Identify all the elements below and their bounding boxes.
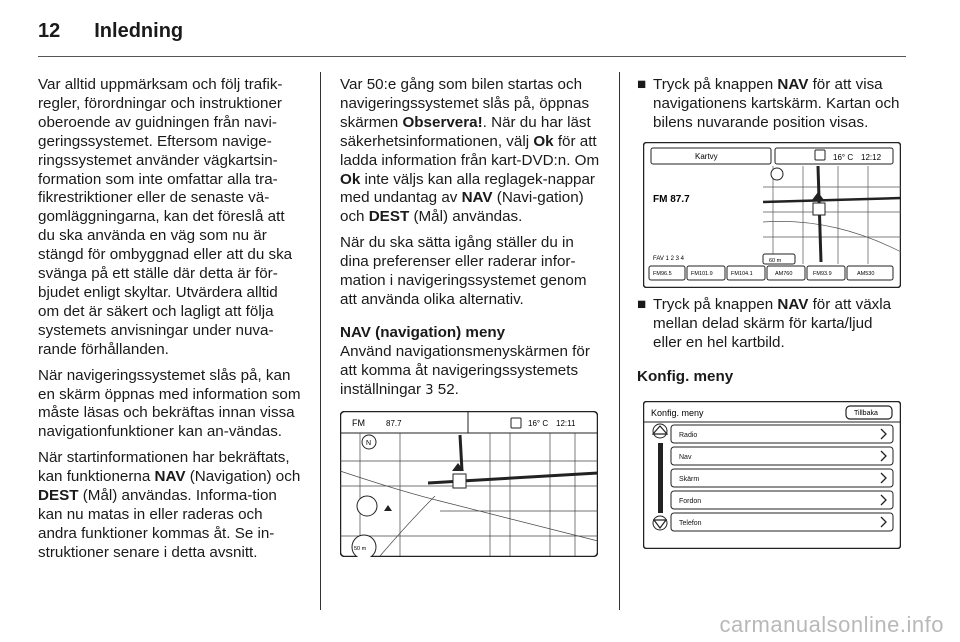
screen2-fav: FAV 1 2 3 4	[653, 255, 684, 262]
column-2	[340, 76, 606, 557]
paragraph-preferences: När du ska sätta igång ställer du in dina preferenser eller raderar infor-mation i navigeringssystemet genom att använda olika alternativ.	[340, 234, 587, 308]
bullet-toggle-split: ■ Tryck på knappen NAV för att växla mellan delad skärm för karta/ljud eller en hel kartbild.	[637, 295, 892, 351]
svg-text:Telefon: Telefon	[679, 520, 702, 528]
svg-text:FM101.9: FM101.9	[691, 270, 713, 277]
svg-text:N: N	[366, 439, 372, 447]
header-rule	[38, 56, 906, 57]
back-button-label: Tillbaka	[854, 410, 878, 418]
page-number: 12	[38, 20, 61, 42]
screen2-title: Kartvy	[695, 151, 718, 161]
paragraph-startup-screen: När navigeringssystemet slås på, kan en skärm öppnas med information som måste läsas och bekräftas innan vissa navigationfunktioner kan an-vändas.	[38, 366, 301, 441]
bullet-show-map: ■ Tryck på knappen NAV för att visa navigationens kartskärm. Kartan och bilens nuvarande position visas.	[637, 76, 900, 131]
menu-item-fordon	[671, 491, 893, 509]
svg-text:AM530: AM530	[857, 270, 875, 277]
zoom-icon	[357, 496, 377, 516]
column-3	[637, 76, 905, 549]
screen3-title: Konfig. meny	[651, 408, 704, 419]
screen2-time: 12:12	[861, 152, 882, 162]
paragraph-observera: Var 50:e gång som bilen startas och navigeringssystemet slås på, öppnas skärmen Observera!. När du har läst säkerhetsinformationen, välj Ok för att ladda information från kart-DVD:n. Om Ok inte väljs kan alla reglagek-nappar med undantag av NAV (Navi-gation) och DEST (Mål) användas.	[340, 76, 600, 226]
svg-text:Fordon: Fordon	[679, 498, 702, 506]
screen1-scale: 50 m	[354, 545, 367, 552]
compass-icon-2	[771, 168, 783, 180]
screen1-band: FM	[352, 417, 365, 428]
svg-text:AM760: AM760	[775, 270, 793, 277]
screen1-temperature: 16° C	[528, 418, 549, 428]
watermark: carmanualsonline.info	[719, 612, 944, 637]
menu-item-skarm	[671, 469, 893, 487]
page-ref-arrow-icon: 3	[425, 382, 434, 398]
page-header	[38, 20, 183, 43]
menu-item-nav	[671, 447, 893, 465]
config-menu-screen-image	[643, 401, 901, 549]
column-divider-2	[619, 72, 620, 610]
heading-config-menu: Konfig. meny	[637, 368, 734, 386]
menu-item-radio	[671, 425, 893, 443]
svg-text:Radio: Radio	[679, 432, 698, 440]
map-view-screen-image	[643, 142, 901, 288]
menu-item-telefon	[671, 513, 893, 531]
svg-text:Skärm: Skärm	[679, 476, 700, 484]
paragraph-functions: När startinformationen har bekräftats, kan funktionerna NAV (Navigation) och DEST (Mål) användas. Informa-tion kan nu matas in eller raderas och andra funktioner kommas åt. Se in-struktioner senare i detta avsnitt.	[38, 449, 301, 561]
heading-nav-menu: NAV (navigation) meny	[340, 323, 506, 341]
screen2-temperature: 16° C	[833, 152, 854, 162]
svg-text:Nav: Nav	[679, 454, 692, 462]
column-1	[38, 76, 302, 570]
screen2-scale: 60 m	[769, 257, 782, 264]
svg-text:FM96.5: FM96.5	[653, 270, 672, 277]
screen1-time: 12:11	[556, 418, 576, 428]
column-divider-1	[320, 72, 321, 610]
nav-map-screen-image	[340, 411, 598, 557]
paragraph-safety: Var alltid uppmärksam och följ trafik-regler, förordningar och instruktioner oberoende av guidningen från navi-geringssystemet. Eftersom navige-ringssystemet använder vägkartsin-formation som inte omfattar alla tra-fikrestriktioner eller de senaste vä-gomläggningarna, kan det föreslå att du ska använda en väg som nu är stängd för ombyggnad eller att du ska svänga på ett ställe där detta är för-bjudet enligt skyltar. Utvärdera alltid om det är säkert och lagligt att följa systemets anvisningar under nuva-rande förhållanden.	[38, 76, 293, 358]
screen1-frequency: 87.7	[386, 418, 402, 428]
paragraph-nav-menu: Använd navigationsmenyskärmen för att komma åt navigeringssystemets inställningar 3 52.	[340, 342, 590, 398]
svg-text:FM104.1: FM104.1	[731, 270, 753, 277]
screen2-station: FM 87.7	[653, 193, 690, 205]
svg-text:FM93.9: FM93.9	[813, 270, 832, 277]
page-title: Inledning	[94, 20, 184, 42]
